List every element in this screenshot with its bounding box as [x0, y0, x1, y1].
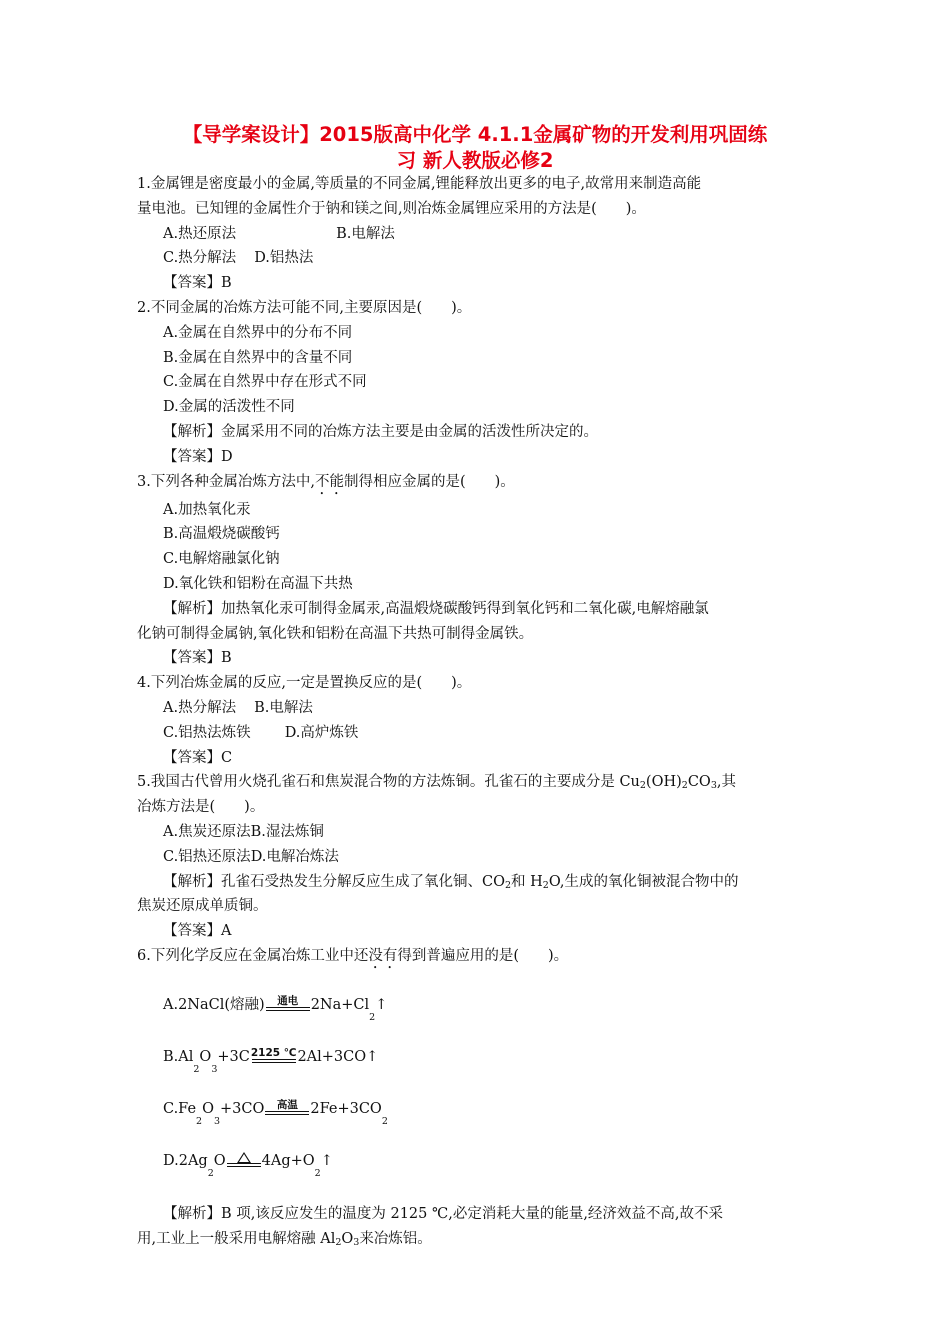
q3-option-c: C.电解熔融氯化钠 [163, 551, 280, 568]
q6-c-reactant-co: +3CO [220, 1101, 265, 1118]
q3-stem-emphasis: 不能 [314, 473, 344, 490]
q3-analysis-line-2: 化钠可制得金属钠,氧化铁和铝粉在高温下共热可制得金属铁。 [137, 625, 534, 642]
q2-option-c: C.金属在自然界中存在形式不同 [163, 374, 367, 391]
q6-option-a: A.2NaCl(熔融) 通电 2Na+Cl 2 ↑ [163, 994, 388, 1023]
q5-analysis-line-2: 焦炭还原成单质铜。 [137, 898, 268, 915]
q3-stem [137, 470, 817, 498]
q1-answer: 【答案】B [163, 275, 232, 292]
q1-stem-line-1: 1.金属锂是密度最小的金属,等质量的不同金属,锂能释放出更多的电子,故常用来制造高能 [137, 176, 702, 192]
q1-option-d: D.铝热法 [254, 250, 314, 267]
q5-option-b: B.湿法炼铜 [250, 823, 324, 840]
title-line-1: 【导学案设计】2015版高中化学 4.1.1金属矿物的开发利用巩固练 [182, 123, 768, 146]
q1-options-row-2 [137, 246, 817, 271]
gas-arrow-icon: ↑ [366, 1049, 379, 1066]
q1-option-b: B.电解法 [336, 225, 395, 242]
q6-b-condition [251, 1047, 297, 1063]
q6-d-ag: D.2Ag [163, 1153, 208, 1170]
q5-analysis-h: 和 H [511, 873, 543, 890]
q3-option-d: D.氧化铁和铝粉在高温下共热 [163, 575, 353, 592]
q6-stem-emphasis: 没有 [368, 947, 398, 964]
q4-option-a: A.热分解法 [163, 699, 237, 716]
q4-options-row-1 [137, 696, 817, 721]
q6-c-condition [265, 1099, 309, 1115]
q6-analysis-line-1: 【解析】B 项,该反应发生的温度为 2125 ℃,必定消耗大量的能量,经济效益不高,故不采 [163, 1205, 724, 1222]
q2-stem: 2.不同金属的冶炼方法可能不同,主要原因是( )。 [137, 299, 472, 316]
q2-option-b: B.金属在自然界中的含量不同 [163, 349, 353, 366]
q2-answer: 【答案】D [163, 448, 233, 465]
q2-analysis: 【解析】金属采用不同的冶炼方法主要是由金属的活泼性所决定的。 [163, 423, 598, 440]
q6-analysis-line-2 [137, 1227, 817, 1252]
q6-option-d: D.2Ag 2 O 4Ag+O 2 ↑ [137, 1122, 817, 1174]
q6-b-products: 2Al+3CO [297, 1049, 367, 1066]
q5-option-a: A.焦炭还原法 [163, 823, 251, 840]
q5-stem-oh: (OH) [645, 774, 682, 791]
document-body [137, 172, 817, 1252]
q6-b-o: O [199, 1049, 212, 1066]
q5-analysis-line-1 [137, 870, 817, 895]
q1-option-a: A.热还原法 [163, 225, 237, 242]
q5-stem-end: ,其 [716, 774, 736, 791]
q3-answer: 【答案】B [163, 650, 232, 667]
gas-arrow-icon: ↑ [320, 1153, 333, 1170]
q6-stem-post: 得到普遍应用的是( )。 [397, 947, 569, 964]
q5-options-row-2 [137, 845, 817, 870]
q5-stem-line-2: 冶炼方法是( )。 [137, 799, 265, 816]
q6-stem-pre: 6.下列化学反应在金属冶炼工业中还 [137, 947, 369, 964]
q6-analysis-post: 来冶炼铝。 [359, 1230, 432, 1247]
q5-sub-2b: 2 [681, 780, 688, 792]
q1-options-row-1 [137, 222, 817, 247]
equals-bar-icon [266, 1007, 310, 1011]
q3-analysis-line-1: 【解析】加热氧化汞可制得金属汞,高温煅烧碳酸钙得到氧化钙和二氧化碳,电解熔融氯 [163, 600, 709, 617]
q5-analysis-text: 【解析】孔雀石受热发生分解反应生成了氧化铜、CO [163, 873, 505, 890]
document-title [120, 122, 830, 174]
q2-option-a: A.金属在自然界中的分布不同 [163, 324, 353, 341]
q4-stem: 4.下列冶炼金属的反应,一定是置换反应的是( )。 [137, 675, 472, 692]
spacer [137, 1174, 817, 1202]
q6-option-b: B.Al 2 O 3 +3C 2125 ℃ 2Al+3CO ↑ [163, 1046, 379, 1075]
equals-bar-icon [227, 1163, 261, 1167]
q5-analysis-post: ,生成的氧化铜被混合物中的 [559, 873, 739, 890]
q6-b-al: B.Al [163, 1049, 194, 1066]
q6-b-reactant-c: +3C [217, 1049, 250, 1066]
q6-d-products: 4Ag+O [261, 1153, 315, 1170]
q5-stem-line-1 [137, 770, 817, 795]
q5-sub-3: 3 [710, 780, 717, 792]
q4-options-row-2 [137, 721, 817, 746]
q5-sub-2a: 2 [639, 780, 646, 792]
q4-option-b: B.电解法 [254, 699, 313, 716]
q6-option-c: C.Fe 2 O 3 +3CO 高温 2Fe+3CO 2 [163, 1098, 388, 1127]
q5-analysis-sub-a: 2 [504, 879, 512, 891]
q6-c-o: O [202, 1101, 214, 1118]
q6-a-products: 2Na+Cl [310, 997, 370, 1014]
equals-bar-icon [252, 1059, 296, 1063]
q6-c-products: 2Fe+3CO [310, 1101, 382, 1118]
q5-options-row-1 [137, 820, 817, 845]
q3-stem-post: 制得相应金属的是( )。 [343, 473, 515, 490]
q6-analysis-sub-3: 3 [353, 1236, 360, 1248]
equals-bar-icon [265, 1111, 309, 1115]
q6-analysis-sub-2: 2 [335, 1236, 342, 1248]
q6-analysis-pre: 用,工业上一般采用电解熔融 Al [137, 1230, 336, 1247]
heat-triangle-icon [237, 1152, 251, 1163]
q6-c-fe: C.Fe [163, 1101, 197, 1118]
q3-option-a: A.加热氧化汞 [163, 501, 251, 518]
q5-stem-co: CO [687, 774, 711, 791]
q6-d-condition [227, 1152, 261, 1167]
q6-b-condition-text: 2125 ℃ [250, 1046, 297, 1059]
q1-option-c: C.热分解法 [163, 250, 237, 267]
q5-stem-text: 5.我国古代曾用火烧孔雀石和焦炭混合物的方法炼铜。孔雀石的主要成分是 Cu [137, 774, 640, 791]
title-line-2: 习 新人教版必修2 [396, 149, 554, 172]
q4-answer: 【答案】C [163, 749, 233, 766]
q5-analysis-o: O [548, 873, 560, 890]
q6-a-condition-text: 通电 [277, 994, 299, 1007]
q5-analysis-sub-b: 2 [542, 879, 549, 891]
q6-d-o: O [213, 1153, 226, 1170]
q5-option-c: C.铝热还原法 [163, 848, 251, 865]
q6-a-condition [266, 995, 310, 1011]
q6-a-reactants: A.2NaCl(熔融) [163, 997, 265, 1014]
q4-option-d: D.高炉炼铁 [284, 724, 359, 741]
q6-stem [137, 944, 817, 972]
q3-stem-pre: 3.下列各种金属冶炼方法中, [137, 473, 315, 490]
q1-stem-line-2: 量电池。已知锂的金属性介于钠和镁之间,则冶炼金属锂应采用的方法是( )。 [137, 200, 646, 217]
q2-option-d: D.金属的活泼性不同 [163, 399, 295, 416]
q6-analysis-o: O [341, 1230, 354, 1247]
q4-option-c: C.铝热法炼铁 [163, 724, 251, 741]
q5-answer: 【答案】A [163, 923, 232, 940]
q5-option-d: D.电解冶炼法 [250, 848, 339, 865]
q6-c-condition-text: 高温 [276, 1098, 298, 1111]
gas-arrow-icon: ↑ [375, 997, 388, 1014]
q3-option-b: B.高温煅烧碳酸钙 [163, 526, 280, 543]
